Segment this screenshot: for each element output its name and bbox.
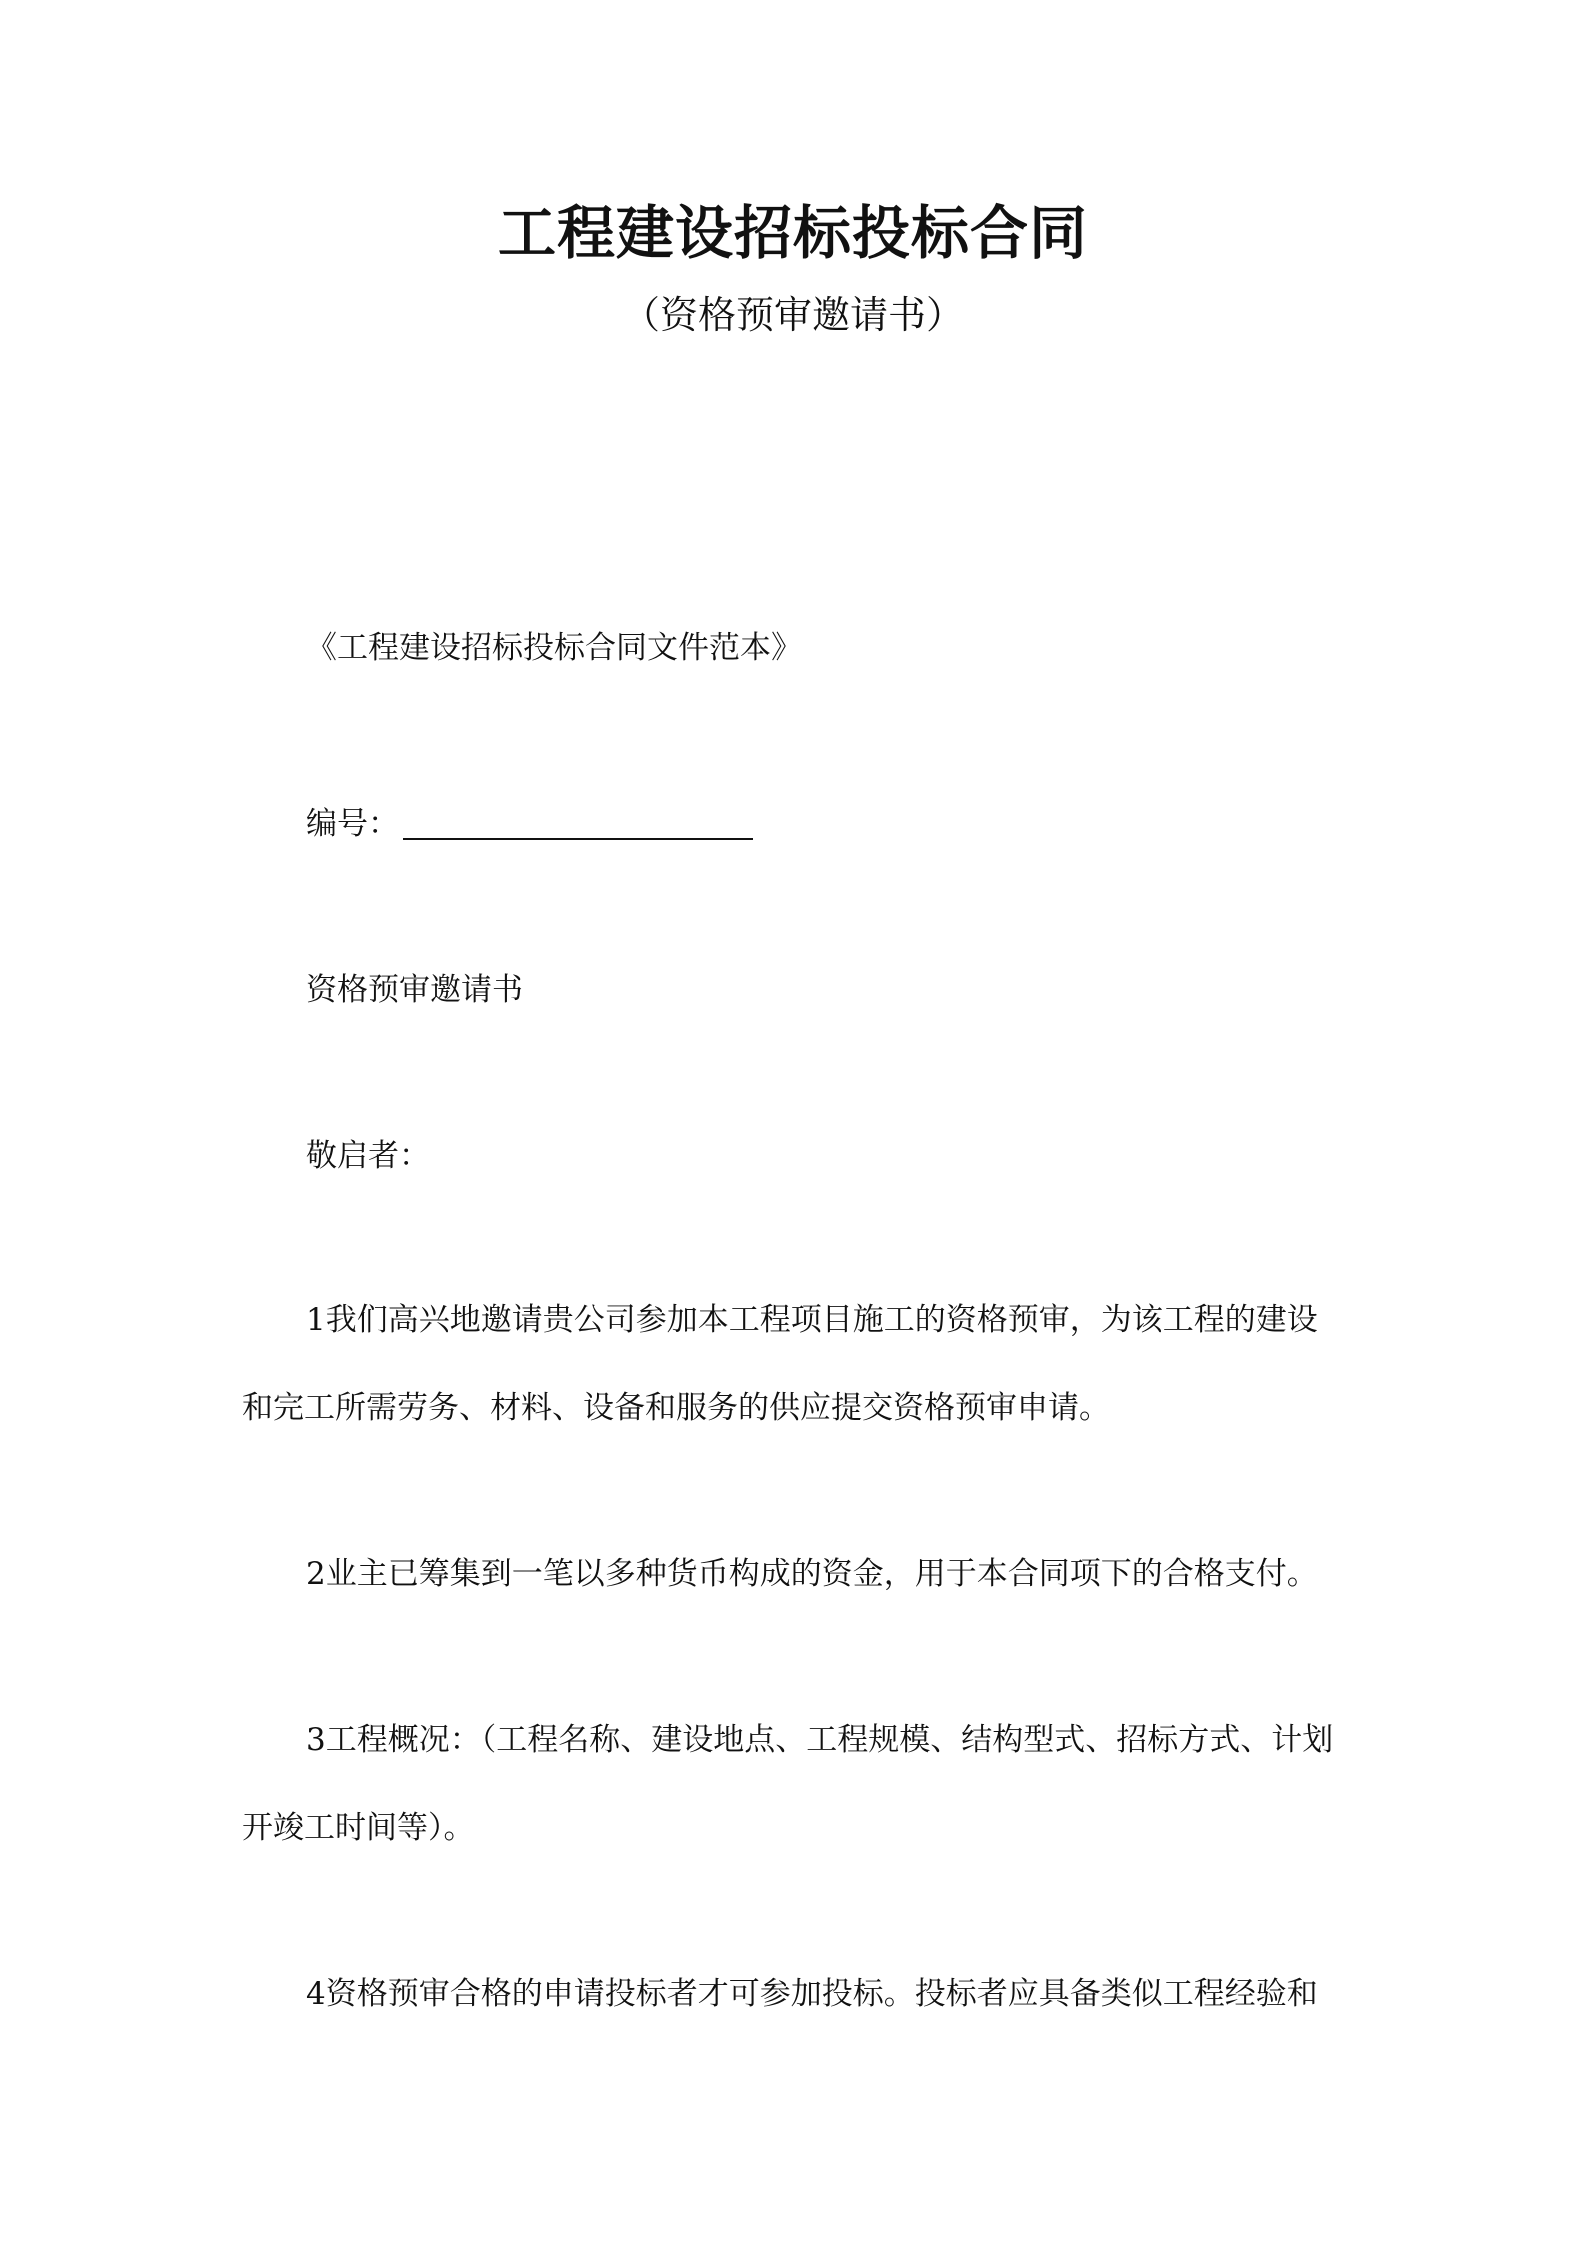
number-line <box>306 780 1346 868</box>
section-heading: 资格预审邀请书 <box>306 972 523 1008</box>
paragraph-4: 4资格预审合格的申请投标者才可参加投标。投标者应具备类似工程经验和 <box>306 1976 1318 2012</box>
document-subtitle: （资格预审邀请书） <box>621 293 964 337</box>
paragraph-3: 3工程概况：（工程名称、建设地点、工程规模、结构型式、招标方式、计划开竣工时间等）。 <box>242 1722 1334 1846</box>
salutation: 敬启者： <box>306 1138 430 1174</box>
paragraph-2: 2业主已筹集到一笔以多种货币构成的资金，用于本合同项下的合格支付。 <box>306 1556 1318 1592</box>
number-blank-line <box>403 838 753 840</box>
document-title: 工程建设招标投标合同 <box>497 199 1088 267</box>
paragraph-1: 1我们高兴地邀请贵公司参加本工程项目施工的资格预审，为该工程的建设和完工所需劳务、材料、设备和服务的供应提交资格预审申请。 <box>242 1302 1318 1426</box>
number-label: 编号： <box>306 806 399 842</box>
template-name: 《工程建设招标投标合同文件范本》 <box>306 630 802 666</box>
